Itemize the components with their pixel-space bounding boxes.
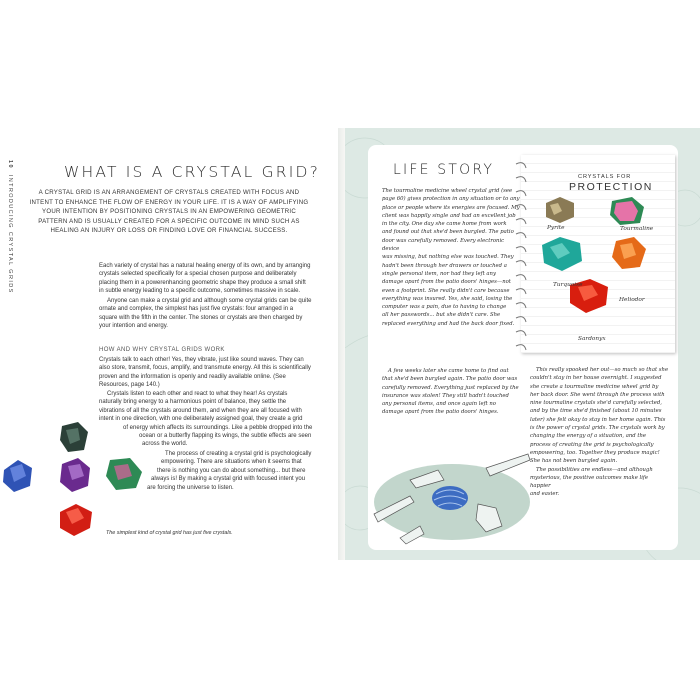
heliodor-crystal	[612, 237, 646, 269]
story-line: carefully removed. Everything just replaced by the	[382, 384, 519, 391]
page-title: WHAT IS A CRYSTAL GRID?	[64, 163, 321, 181]
story-line: her back door. She went through the process with	[530, 391, 665, 398]
story-line: mysterious, the positive outcomes make life happier	[530, 474, 649, 490]
story-line: process of creating the grid is psychologically	[530, 441, 654, 448]
gem-label-pyrite: Pyrite	[547, 225, 565, 231]
running-head	[3, 160, 13, 300]
body-line: empowering. There are situations when it seems that	[161, 459, 302, 466]
body-line: proven and the information is openly and readily available online. (See	[99, 373, 286, 380]
body-line: Crystals listen to each other and react to what they hear! As crystals	[107, 391, 288, 397]
intro-line: INTENT TO ENHANCE THE FLOW OF ENERGY IN YOUR LIFE. IT IS A WAY OF AMPLIFYING	[29, 198, 309, 206]
story-line: computer was a pain, due to having to change	[382, 304, 507, 311]
story-title: LIFE STORY	[393, 162, 495, 178]
story-line: door was carefully removed. Every electronic device	[382, 237, 505, 253]
story-line: This really spooked her out—so much so that she	[536, 367, 669, 373]
story-line: all her passwords... but she didn't care. She	[382, 312, 501, 319]
story-line: couldn't stay in her house overnight. I suggested	[530, 375, 662, 382]
tourmaline-crystal	[610, 197, 644, 225]
body-line: in subtle energy leading to a specific outcome, sometimes massive in scale.	[99, 288, 301, 295]
story-column-1-continued	[382, 367, 527, 417]
intro-line: YOUR INTENTION BY POSITIONING CRYSTALS IN AN EMPOWERING GEOMETRIC	[42, 208, 296, 216]
gem-label-turquoise: Turquoise	[553, 282, 583, 288]
body-line: crystals selected specifically for a special chosen purpose and deliberately	[99, 271, 297, 278]
body-line: Crystals talk to each other! Yes, they vibrate, just like sound waves. They can	[99, 357, 304, 363]
story-column-1	[382, 187, 520, 328]
story-line: even a footprint. She really didn't care because	[382, 287, 510, 294]
center-stone	[432, 486, 468, 510]
pyrite-crystal	[546, 197, 574, 223]
figure-caption: The simplest kind of crystal grid has just five crystals.	[106, 530, 233, 536]
body-line: also store, transmit, focus, amplify, and transmute energy. All this is scientifically	[99, 365, 311, 372]
story-line: replaced everything and had the back door fixed.	[382, 320, 515, 327]
gem-label-sardonyx: Sardonyx	[578, 336, 606, 342]
running-head-text: INTRODUCING CRYSTAL GRIDS	[7, 174, 13, 294]
body-line: always is! By making a crystal grid with focused intent you	[151, 476, 306, 483]
story-line: changing the energy of a situation, and the	[530, 433, 647, 440]
wand-crystal	[486, 454, 530, 476]
body-line: The process of creating a crystal grid is psychologically	[165, 451, 312, 457]
gem-label-tourmaline: Tourmaline	[620, 226, 654, 232]
body-paragraph-3	[99, 356, 313, 390]
intro-line: PATTERN AND IS USUALLY CREATED FOR A SPECIFIC OUTCOME IN MIND SUCH AS	[38, 217, 300, 225]
story-line: place or people where its energies are focused. My	[382, 204, 520, 211]
body-paragraph-2	[99, 297, 313, 331]
dark-green-crystal	[60, 422, 88, 452]
story-line: client was happily single and had an excellent job	[382, 212, 516, 219]
body-line: vibrations of all the crystals around them, and when they are all focused with	[99, 407, 302, 414]
body-line: are forcing the universe to listen.	[147, 484, 234, 491]
story-line: nine tourmaline crystals she'd carefully selected,	[530, 400, 662, 407]
story-line: damage apart from the patio doors' hinges.	[382, 409, 499, 416]
body-line: of energy which affects its surroundings. Like a pebble dropped into the	[123, 424, 313, 431]
purple-crystal	[60, 458, 90, 492]
story-line: empowering, too. Together they produce magic!	[530, 449, 660, 456]
body-paragraph-1	[99, 262, 313, 296]
intro-paragraph	[28, 188, 310, 236]
story-line: and by the time she'd finished (about 10 minutes	[530, 408, 662, 415]
medicine-wheel-illustration	[370, 440, 540, 545]
body-line: naturally bring energy to a harmonious point of balance, they settle the	[99, 399, 287, 406]
body-line: ornate and complex, the simplest has just five crystals: four arranged in a	[99, 306, 294, 313]
story-line: and found out that she'd been burgled. The patio	[382, 229, 514, 236]
notebook-subtitle: CRYSTALS FOR	[578, 174, 632, 180]
story-line: any personal items, and once again left no	[382, 401, 496, 408]
book-gutter	[338, 128, 345, 560]
story-line: A few weeks later she came home to find out	[388, 368, 509, 374]
red-crystal	[60, 504, 92, 536]
story-line: insurance was stolen! They still hadn't touched	[382, 392, 509, 399]
turquoise-crystal	[542, 237, 582, 271]
story-column-2	[530, 366, 670, 499]
section-subheading: HOW AND WHY CRYSTAL GRIDS WORK	[99, 347, 225, 353]
story-line: was missing, but nothing else was touched. They	[382, 254, 514, 261]
body-line: across the world.	[142, 441, 188, 448]
body-line: placing them in a powerenhancing geometric shape they produce a small shift	[99, 279, 306, 286]
intro-line: HEALING AN INJURY OR LOSS OR FINDING LOVE OR FINANCIAL SUCCESS.	[50, 227, 288, 235]
intro-line: A CRYSTAL GRID IS AN ARRANGEMENT OF CRYSTALS CREATED WITH FOCUS AND	[38, 189, 300, 196]
page-number: 10	[7, 160, 13, 169]
body-line: Each variety of crystal has a natural healing energy of its own, and by arranging	[99, 263, 311, 269]
story-line: damage apart from the patio doors' hinges—not	[382, 279, 511, 286]
notebook-spiral	[514, 158, 528, 353]
body-line: ocean or a butterfly flapping its wings, the subtle effects are seen	[139, 433, 312, 440]
blue-crystal	[3, 460, 32, 492]
body-line: square with the fifth in the center. The stones or crystals are then charged by	[99, 314, 303, 321]
story-line: She has not been burgled again.	[530, 458, 618, 465]
body-line: there is nothing you can do about something... but there	[157, 467, 306, 474]
story-line: page 60) gives protection in any situation or to any	[382, 196, 520, 203]
green-crystal	[106, 458, 142, 490]
story-line: single personal item, nor had they left any	[382, 270, 496, 277]
story-line: that she'd been burgled again. The patio door was	[382, 376, 518, 383]
story-line: and easier.	[530, 491, 560, 498]
story-line: is the power of crystal grids. The crystals work by	[530, 425, 665, 432]
notebook-title: PROTECTION	[569, 181, 653, 193]
story-line: The possibilities are endless—and although	[536, 466, 653, 473]
story-line: The tourmaline medicine wheel crystal grid (see	[382, 188, 513, 194]
body-line: Resources, page 140.)	[99, 382, 160, 389]
story-line: hadn't been through her drawers or touched a	[382, 262, 507, 269]
story-line: in the city. One day she came home from work	[382, 221, 507, 228]
crystal-grid-illustration	[0, 420, 150, 540]
story-line: everything was insured. Yes, she said, losing the	[382, 295, 513, 302]
story-line: she create a tourmaline medicine wheel grid by	[530, 383, 659, 390]
story-line: later) she felt okay to stay in her home again. This	[530, 416, 666, 423]
protection-crystals	[540, 197, 660, 337]
body-line: Anyone can make a crystal grid and although some crystal grids can be quite	[107, 298, 312, 304]
body-line: your intention and energy.	[99, 323, 168, 330]
gem-label-heliodor: Heliodor	[619, 297, 645, 303]
body-line: intent in one direction, with one deliberately assigned goal, they create a grid	[99, 416, 303, 423]
